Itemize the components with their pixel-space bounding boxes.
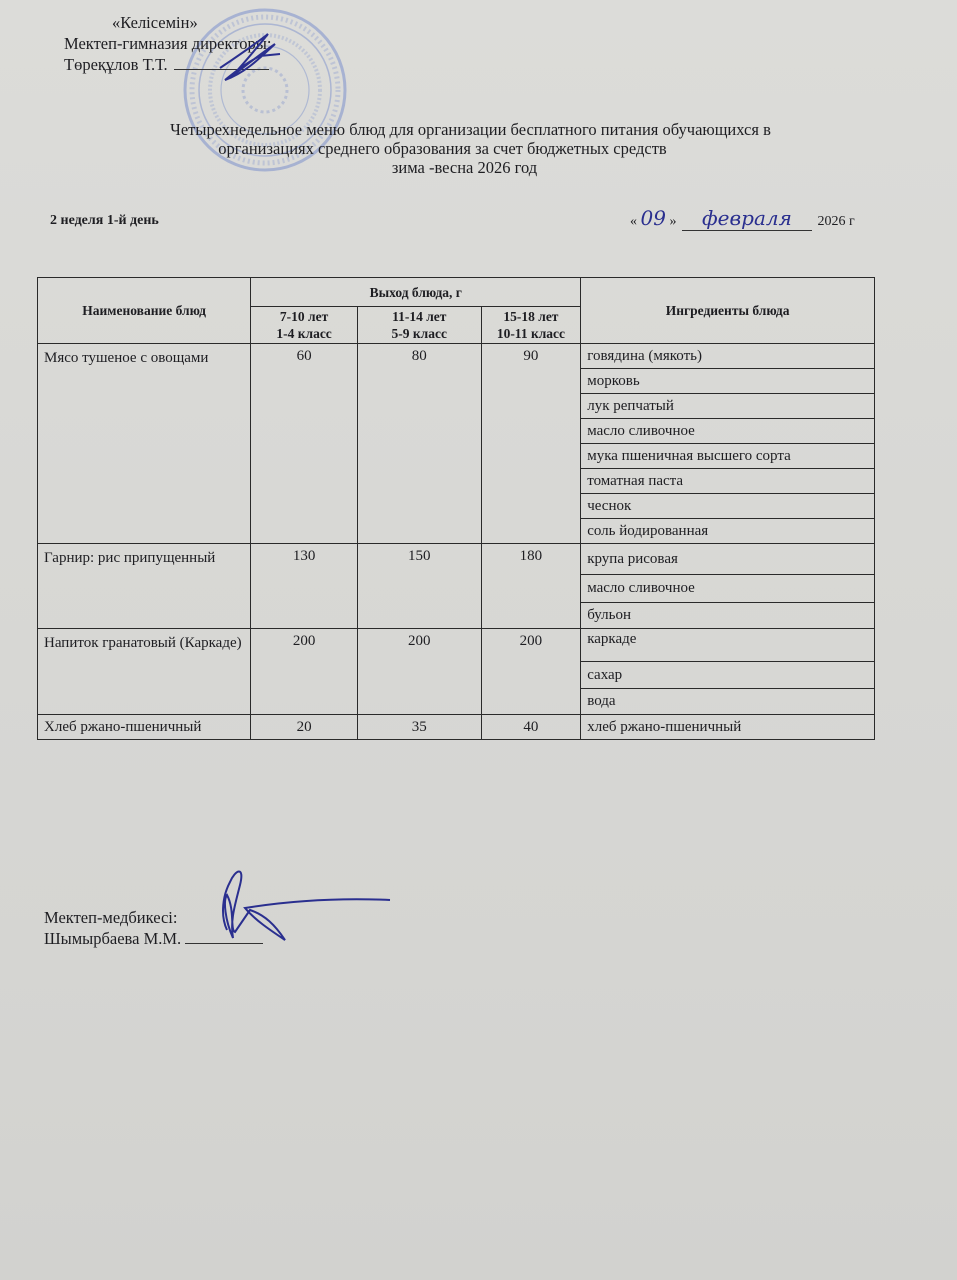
date-open-quote: «	[630, 214, 637, 229]
ingredient: бульон	[581, 603, 875, 629]
medic-name: Шымырбаева М.М.	[44, 929, 182, 948]
dish-name: Хлеб ржано-пшеничный	[38, 715, 251, 740]
portion-value: 200	[481, 629, 581, 715]
ingredient: томатная паста	[581, 469, 875, 494]
table-row	[38, 544, 875, 575]
approval-name: Төреқұлов Т.Т.	[64, 55, 168, 74]
approval-position: Мектеп-гимназия директоры:	[64, 34, 272, 53]
dish-name: Гарнир: рис припущенный	[38, 544, 251, 629]
table-row	[38, 715, 875, 740]
ingredient: вода	[581, 689, 875, 715]
dish-name: Напиток гранатовый (Каркаде)	[38, 629, 251, 715]
document-title	[0, 120, 957, 177]
table-row	[38, 629, 875, 662]
age-range: 15-18 лет	[503, 309, 559, 324]
date-year: 2026 г	[817, 214, 855, 229]
dish-name: Мясо тушеное с овощами	[38, 344, 251, 544]
director-signature	[200, 28, 290, 88]
grade-range: 5-9 класс	[391, 326, 447, 341]
ingredient: чеснок	[581, 494, 875, 519]
portion-value: 90	[481, 344, 581, 544]
ingredient: морковь	[581, 369, 875, 394]
ingredient: лук репчатый	[581, 394, 875, 419]
date-close-quote: »	[669, 214, 677, 229]
medic-position: Мектеп-медбикесі:	[44, 908, 178, 927]
ingredient: крупа рисовая	[581, 544, 875, 575]
portion-value: 200	[357, 629, 481, 715]
title-line-2: организациях среднего образования за счет бюджетных средств	[218, 139, 667, 158]
ingredient: сахар	[581, 662, 875, 689]
age-range: 7-10 лет	[279, 309, 329, 324]
portion-value: 150	[357, 544, 481, 629]
grade-range: 10-11 класс	[496, 326, 566, 341]
header-age-group	[251, 307, 358, 344]
week-day-label: 2 неделя 1-й день	[50, 213, 159, 228]
ingredient: каркаде	[581, 629, 875, 662]
document-date	[630, 206, 855, 231]
portion-value: 200	[251, 629, 358, 715]
portion-value: 80	[357, 344, 481, 544]
ingredient: соль йодированная	[581, 519, 875, 544]
title-line-1: Четырехнедельное меню блюд для организации бесплатного питания обучающихся в	[170, 120, 771, 139]
approval-heading: «Келісемін»	[112, 13, 198, 32]
medic-block	[44, 907, 263, 949]
grade-range: 1-4 класс	[276, 326, 332, 341]
header-ingredients: Ингредиенты блюда	[581, 278, 875, 344]
ingredient: говядина (мякоть)	[581, 344, 875, 369]
title-line-3: зима -весна 2026 год	[391, 158, 538, 177]
medic-signature-line	[185, 929, 263, 944]
portion-value: 180	[481, 544, 581, 629]
date-day: 09	[640, 206, 666, 230]
age-range: 11-14 лет	[392, 309, 447, 324]
header-output: Выход блюда, г	[251, 278, 581, 307]
ingredient: масло сливочное	[581, 419, 875, 444]
table-row	[38, 344, 875, 369]
date-month: февраля	[682, 206, 812, 231]
menu-table	[37, 277, 875, 740]
ingredient: мука пшеничная высшего сорта	[581, 444, 875, 469]
header-age-group	[357, 307, 481, 344]
portion-value: 20	[251, 715, 358, 740]
header-age-group	[481, 307, 581, 344]
portion-value: 60	[251, 344, 358, 544]
portion-value: 130	[251, 544, 358, 629]
portion-value: 35	[357, 715, 481, 740]
ingredient: хлеб ржано-пшеничный	[581, 715, 875, 740]
portion-value: 40	[481, 715, 581, 740]
ingredient: масло сливочное	[581, 575, 875, 603]
header-dish: Наименование блюд	[38, 278, 251, 344]
